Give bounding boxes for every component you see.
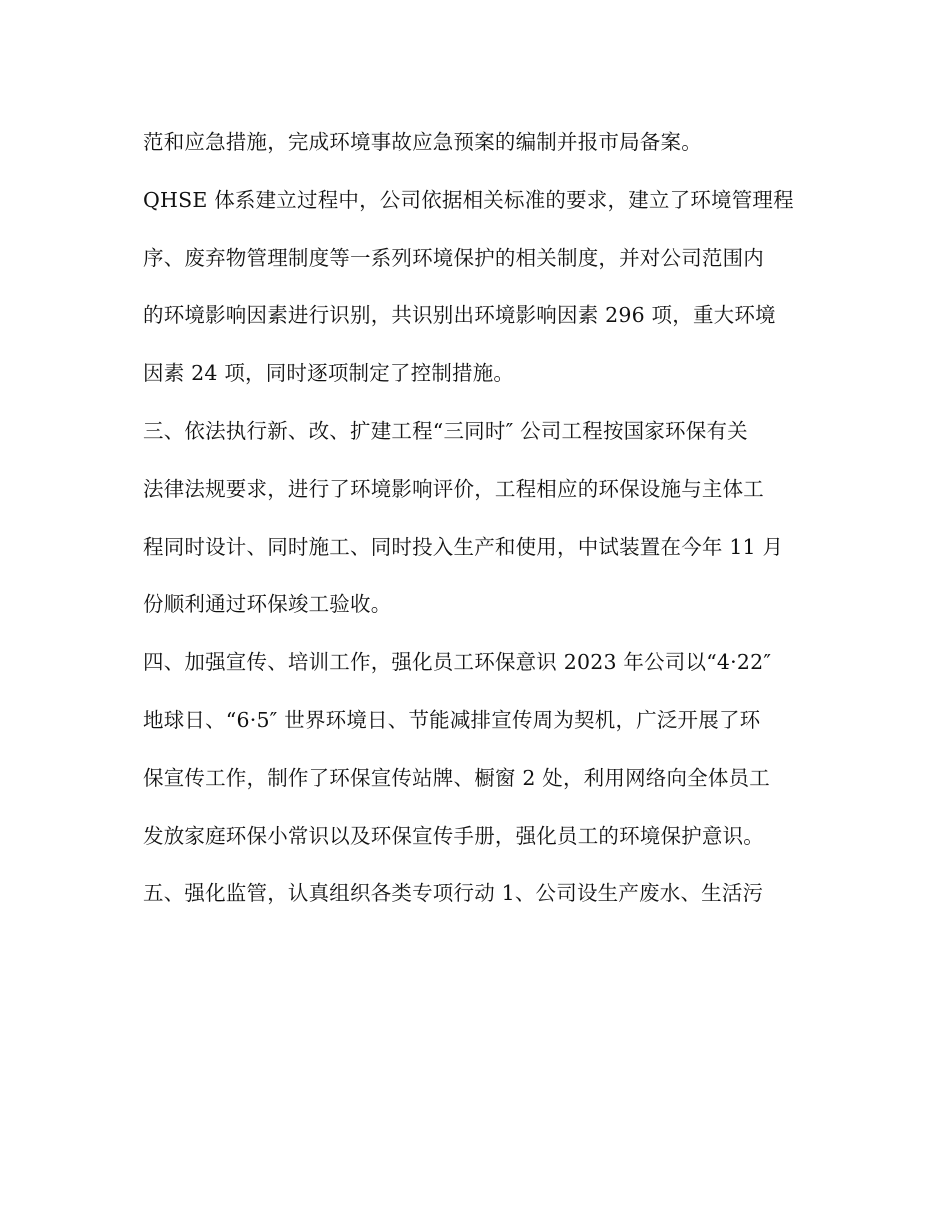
text-line-10: 四、加强宣传、培训工作，强化员工环保意识 2023 年公司以“4·22″ — [143, 650, 772, 675]
text-line-12: 保宣传工作，制作了环保宣传站牌、橱窗 2 处，利用网络向全体员工 — [143, 765, 770, 790]
text-line-1: 范和应急措施，完成环境事故应急预案的编制并报市局备案。 — [143, 130, 702, 154]
document-body — [143, 122, 823, 931]
text-line-3: 序、废弃物管理制度等一系列环境保护的相关制度，并对公司范围内 — [143, 245, 764, 270]
text-line-2: QHSE 体系建立过程中，公司依据相关标准的要求，建立了环境管理程 — [143, 187, 794, 212]
text-line-7: 法律法规要求，进行了环境影响评价，工程相应的环保设施与主体工 — [143, 476, 764, 501]
text-line-11: 地球日、“6·5″ 世界环境日、节能减排宣传周为契机，广泛开展了环 — [143, 707, 761, 732]
text-line-8: 程同时设计、同时施工、同时投入生产和使用，中试装置在今年 11 月 — [143, 534, 784, 559]
text-line-5: 因素 24 项，同时逐项制定了控制措施。 — [143, 361, 515, 386]
text-line-13: 发放家庭环保小常识以及环保宣传手册，强化员工的环境保护意识。 — [143, 823, 764, 848]
text-line-14: 五、强化监管，认真组织各类专项行动 1、公司设生产废水、生活污 — [143, 881, 764, 906]
text-line-9: 份顺利通过环保竣工验收。 — [143, 592, 392, 617]
text-line-4: 的环境影响因素进行识别，共识别出环境影响因素 296 项，重大环境 — [143, 303, 776, 328]
text-line-6: 三、依法执行新、改、扩建工程“三同时″ 公司工程按国家环保有关 — [143, 418, 748, 443]
